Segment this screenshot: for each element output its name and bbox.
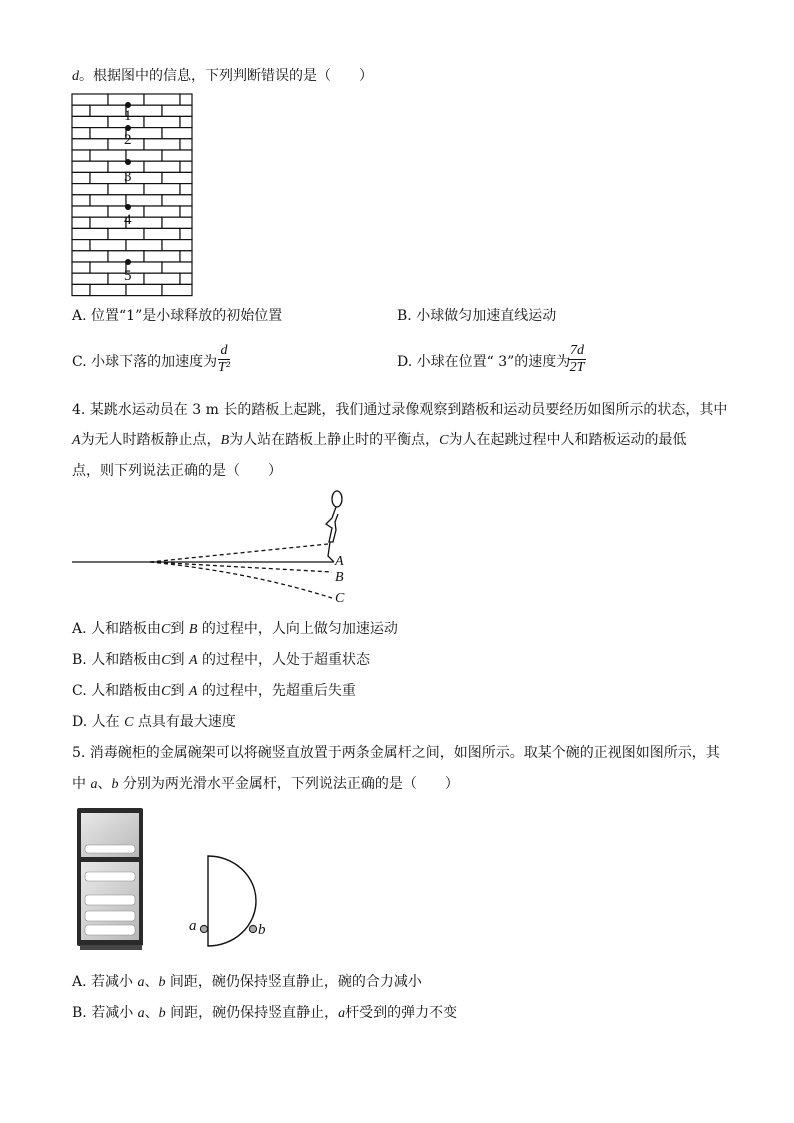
diving-board-figure: [70, 486, 370, 606]
brick: [162, 150, 192, 161]
brick-wall-figure: [70, 92, 210, 302]
brick: [144, 184, 180, 195]
brick: [72, 206, 108, 217]
rod-label-b: b: [258, 922, 266, 938]
brick: [72, 172, 90, 183]
brick: [90, 128, 126, 139]
brick: [72, 161, 108, 172]
brick: [72, 94, 108, 105]
brick-label-5: 5: [124, 268, 132, 284]
q4-option-c[interactable]: C. 人和踏板由C到 A 的过程中，先超重后失重: [72, 683, 356, 699]
brick: [72, 273, 108, 284]
q3-option-d-fraction: [568, 343, 586, 376]
rod-a: [200, 925, 207, 932]
brick: [72, 240, 90, 251]
brick: [162, 172, 192, 183]
brick: [180, 94, 192, 105]
bowl-outline: [208, 856, 256, 946]
brick-label-4: 4: [124, 212, 132, 228]
q4-stem-line2: A为无人时踏板静止点，B为人站在踏板上静止时的平衡点，C为人在起跳过程中人和踏板运动的最低: [72, 432, 687, 448]
brick: [72, 251, 108, 262]
brick: [72, 184, 108, 195]
brick: [126, 150, 162, 161]
fraction-denominator: T²: [218, 360, 230, 375]
brick: [90, 195, 126, 206]
bowl-front-view: [198, 854, 278, 949]
brick-label-1: 1: [124, 108, 132, 124]
brick: [108, 228, 144, 239]
brick: [72, 217, 90, 228]
q3-option-c[interactable]: C. 小球下落的加速度为: [72, 354, 218, 370]
q5-option-b[interactable]: B. 若减小 a、b 间距，碗仍保持竖直静止，a杆受到的弹力不变: [72, 1005, 458, 1021]
brick: [72, 262, 90, 273]
brick: [144, 116, 180, 127]
q4-option-d[interactable]: D. 人在 C 点具有最大速度: [72, 714, 236, 730]
fraction-denominator: 2T: [569, 360, 585, 375]
brick: [90, 262, 126, 273]
brick: [144, 273, 180, 284]
brick: [72, 128, 90, 139]
brick: [144, 251, 180, 262]
brick: [126, 240, 162, 251]
brick: [72, 116, 108, 127]
rod-b: [249, 925, 256, 932]
brick: [180, 228, 192, 239]
brick: [162, 195, 192, 206]
brick: [144, 206, 180, 217]
q4-stem-line3: 点，则下列说法正确的是（ ）: [72, 463, 282, 479]
q5-stem-line2: 中 a、b 分别为两光滑水平金属杆，下列说法正确的是（ ）: [72, 776, 459, 792]
q3-stem-var: d: [72, 69, 79, 84]
brick: [90, 217, 126, 228]
brick: [162, 240, 192, 251]
brick: [162, 217, 192, 228]
brick: [162, 262, 192, 273]
brick: [72, 105, 90, 116]
board-line-upper: [150, 544, 328, 562]
brick: [180, 206, 192, 217]
q3-option-b[interactable]: B. 小球做匀加速直线运动: [397, 308, 557, 324]
rod-label-a: a: [189, 918, 197, 934]
q5-option-a[interactable]: A. 若减小 a、b 间距，碗仍保持竖直静止，碗的合力减小: [72, 974, 422, 990]
brick: [72, 228, 108, 239]
brick: [162, 128, 192, 139]
ball-dot: [125, 159, 131, 165]
q4-option-a[interactable]: A. 人和踏板由C到 B 的过程中，人向上做匀加速运动: [72, 621, 398, 637]
q4-stem-line1: 4. 某跳水运动员在 3 m 长的踏板上起跳，我们通过录像观察到踏板和运动员要经历如图所示的状态，其中: [72, 402, 728, 418]
brick: [72, 195, 90, 206]
brick: [90, 172, 126, 183]
brick: [126, 195, 162, 206]
board-label-a: A: [335, 554, 344, 569]
board-label-b: B: [335, 570, 344, 585]
q3-stem-text: 。根据图中的信息，下列判断错误的是（ ）: [79, 68, 373, 84]
brick: [72, 284, 90, 295]
brick: [144, 94, 180, 105]
brick-label-2: 2: [124, 132, 132, 148]
brick: [180, 116, 192, 127]
board-line-b: [150, 562, 332, 572]
fraction-numerator: 7d: [570, 343, 584, 358]
ball-dot: [125, 259, 131, 265]
fraction-numerator: d: [218, 343, 230, 360]
brick: [144, 139, 180, 150]
brick: [180, 273, 192, 284]
brick: [126, 284, 162, 295]
brick: [180, 161, 192, 172]
q4-option-b[interactable]: B. 人和踏板由C到 A 的过程中，人处于超重状态: [72, 652, 371, 668]
brick: [162, 105, 192, 116]
brick-label-3: 3: [124, 169, 132, 185]
brick: [72, 139, 108, 150]
q3-option-a[interactable]: A. 位置“1”是小球释放的初始位置: [72, 308, 283, 324]
brick: [162, 284, 192, 295]
brick: [144, 161, 180, 172]
brick: [90, 150, 126, 161]
q5-stem-line1: 5. 消毒碗柜的金属碗架可以将碗竖直放置于两条金属杆之间，如图所示。取某个碗的正视图如图所示，其: [72, 745, 720, 761]
q3-stem: [72, 66, 373, 87]
brick-rows: [72, 94, 192, 296]
board-label-c: C: [335, 591, 345, 606]
brick: [180, 184, 192, 195]
brick: [90, 240, 126, 251]
q3-option-d[interactable]: D. 小球在位置“ 3”的速度为: [397, 354, 571, 370]
dish-cabinet-image: [76, 807, 146, 952]
brick: [90, 284, 126, 295]
brick: [72, 150, 90, 161]
q3-option-c-fraction: [218, 343, 230, 376]
brick: [180, 139, 192, 150]
brick: [144, 228, 180, 239]
brick: [90, 105, 126, 116]
brick: [180, 251, 192, 262]
